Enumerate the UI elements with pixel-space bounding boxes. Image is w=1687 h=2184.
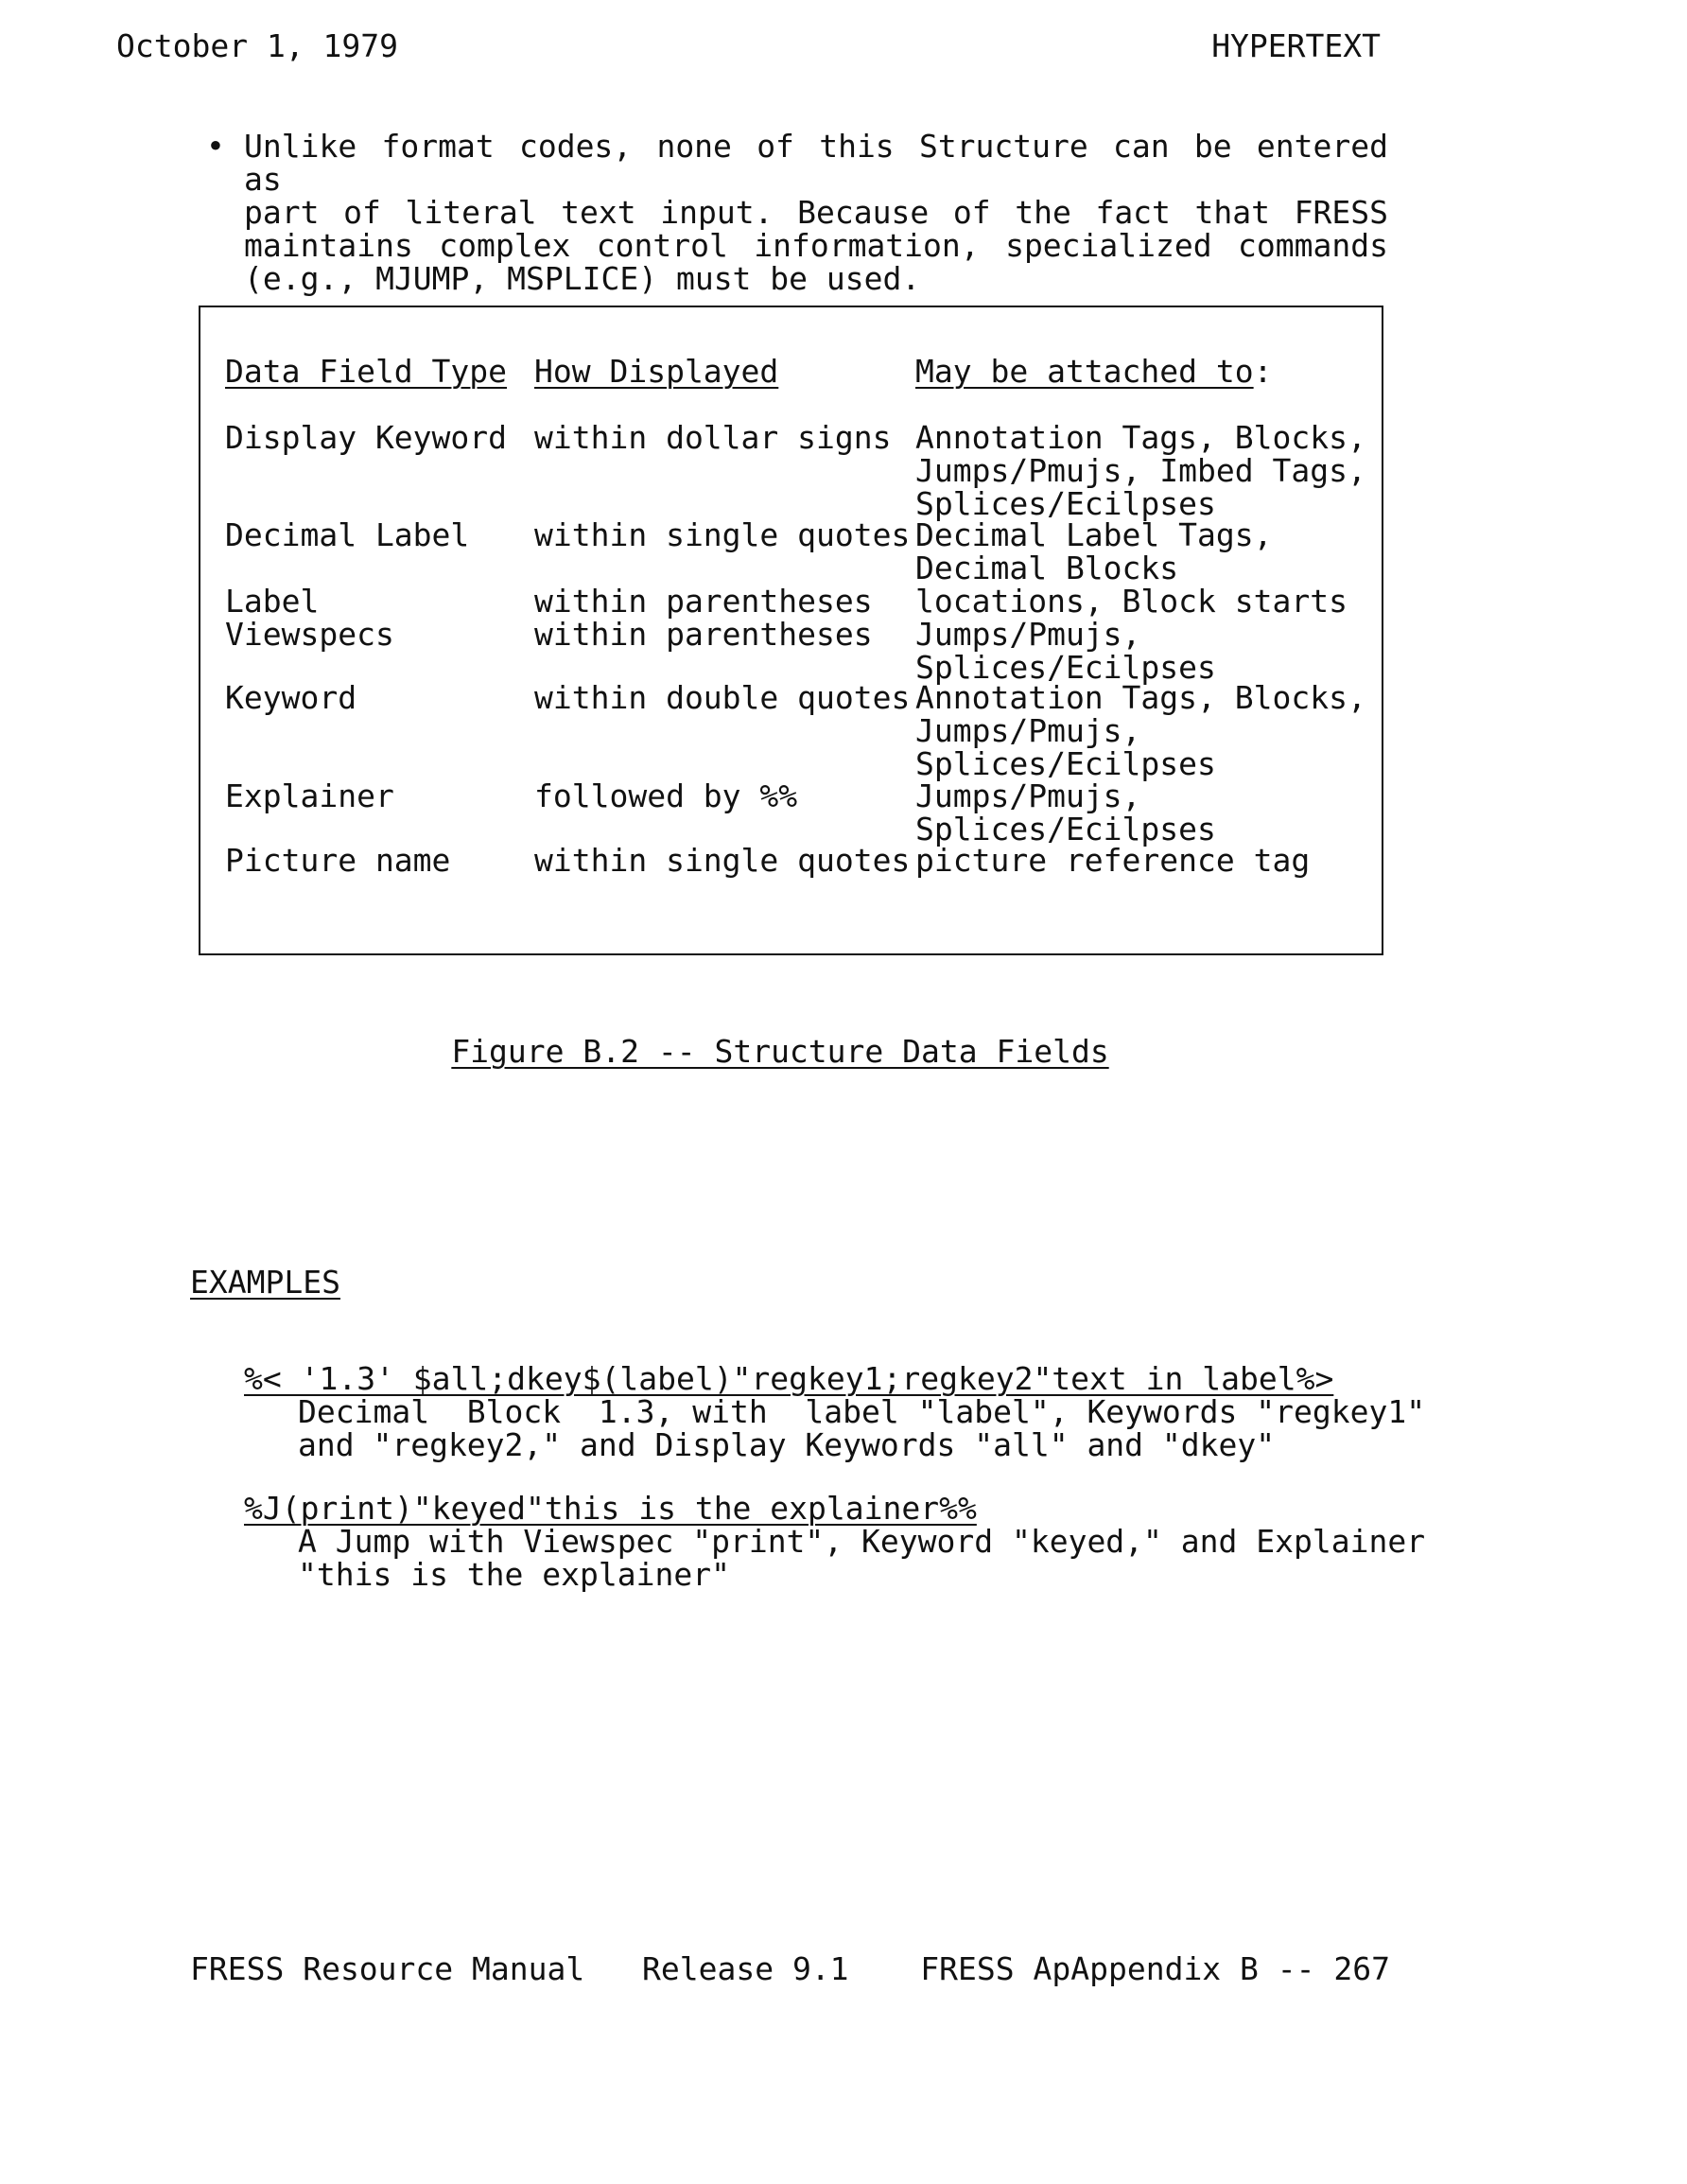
example-code: %< '1.3' $all;dkey$(label)"regkey1;regkey2"text in label%> [244, 1360, 1334, 1397]
header-title: HYPERTEXT [1211, 27, 1381, 64]
attached-line: Jumps/Pmujs, [915, 778, 1141, 814]
cell-attached [915, 681, 1366, 780]
attached-line: Annotation Tags, Blocks, [915, 419, 1366, 456]
attached-line: Jumps/Pmujs, [915, 712, 1141, 749]
cell-attached [915, 779, 1216, 846]
col-header-display: How Displayed [534, 353, 779, 390]
cell-type: Decimal Label [225, 516, 470, 553]
cell-display: within parentheses [534, 583, 873, 620]
cell-attached [915, 618, 1216, 684]
col-header-attached-wrap [915, 355, 1273, 388]
attached-line: Jumps/Pmujs, [915, 616, 1141, 653]
cell-display: within single quotes [534, 516, 911, 553]
example-desc-line: and "regkey2," and Display Keywords "all" and "dkey" [298, 1426, 1276, 1463]
cell-display: within parentheses [534, 616, 873, 653]
bullet-line: (e.g., MJUMP, MSPLICE) must be used. [244, 260, 921, 297]
cell-type: Viewspecs [225, 616, 394, 653]
col-header-suffix: : [1253, 353, 1273, 390]
cell-type: Label [225, 583, 320, 620]
cell-type: Keyword [225, 679, 357, 716]
bullet-line: Unlike format codes, none of this Structure can be entered as [244, 128, 1388, 198]
cell-display: within dollar signs [534, 419, 892, 456]
cell-display: followed by %% [534, 778, 798, 814]
attached-line: Splices/Ecilpses [915, 649, 1216, 686]
cell-display: within single quotes [534, 842, 911, 879]
bullet-line: part of literal text input. Because of the fact that FRESS [244, 194, 1388, 231]
cell-attached [915, 844, 1310, 877]
cell-attached [915, 421, 1366, 520]
footer-middle: Release 9.1 [642, 1950, 849, 1987]
attached-line: Annotation Tags, Blocks, [915, 679, 1366, 716]
header-date: October 1, 1979 [116, 27, 399, 64]
example-desc-line: Decimal Block 1.3, with label "label", Keywords "regkey1" [298, 1393, 1426, 1430]
col-header-type: Data Field Type [225, 353, 508, 390]
bullet-symbol: • [206, 128, 225, 165]
attached-line: Decimal Blocks [915, 550, 1179, 586]
bullet-line: maintains complex control information, specialized commands [244, 227, 1388, 264]
attached-line: locations, Block starts [915, 583, 1348, 620]
footer-left: FRESS Resource Manual [190, 1950, 585, 1987]
cell-attached [915, 518, 1273, 585]
example-desc-line: A Jump with Viewspec "print", Keyword "keyed," and Explainer [298, 1523, 1426, 1560]
attached-line: Jumps/Pmujs, Imbed Tags, [915, 452, 1366, 489]
cell-attached [915, 585, 1348, 618]
cell-type: Picture name [225, 842, 451, 879]
bullet-text [244, 130, 1388, 295]
attached-line: Splices/Ecilpses [915, 485, 1216, 522]
attached-line: Splices/Ecilpses [915, 811, 1216, 847]
example-description [298, 1525, 1425, 1591]
cell-type: Explainer [225, 778, 394, 814]
footer-right: FRESS ApAppendix B -- 267 [920, 1950, 1390, 1987]
example-description [298, 1395, 1425, 1461]
cell-type: Display Keyword [225, 419, 508, 456]
page-footer [190, 1952, 1390, 2085]
cell-display: within double quotes [534, 679, 911, 716]
example-item [244, 1492, 1425, 1591]
attached-line: Decimal Label Tags, [915, 516, 1273, 553]
col-header-attached: May be attached to [915, 353, 1254, 390]
attached-line: Splices/Ecilpses [915, 745, 1216, 782]
examples-heading: EXAMPLES [190, 1264, 340, 1301]
example-item [244, 1362, 1425, 1461]
figure-caption-text: Figure B.2 -- Structure Data Fields [451, 1033, 1109, 1070]
example-desc-line: "this is the explainer" [298, 1556, 730, 1593]
attached-line: picture reference tag [915, 842, 1311, 879]
example-code: %J(print)"keyed"this is the explainer%% [244, 1490, 977, 1527]
figure-caption [0, 1035, 1560, 1068]
